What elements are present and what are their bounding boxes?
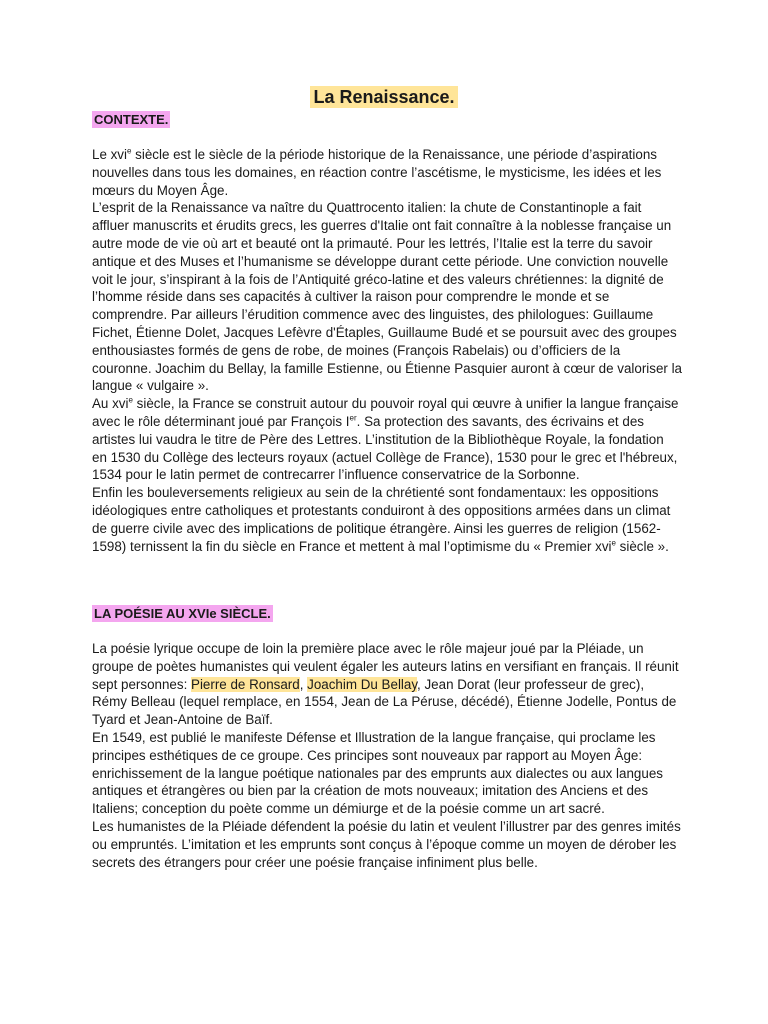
superscript: e xyxy=(126,146,132,156)
text-run: La poésie lyrique occupe de loin la première place avec le rôle majeur joué par la Pléiade, un groupe de poètes humanistes qui veulent égaler les auteurs latins en versifiant en français. Il réunit sept personnes: xyxy=(92,641,679,692)
paragraph: Les humanistes de la Pléiade défendent la poésie du latin et veulent l’illustrer par des genres imités ou empruntés. L’imitation et les emprunts sont conçus à l’époque comme un moyen de dérober les secrets des étrangers pour créer une poésie française infiniment plus belle. xyxy=(92,818,681,870)
text-run: , xyxy=(299,676,308,692)
text-run: siècle ». xyxy=(615,538,669,554)
text-run: Le xvi xyxy=(92,147,127,162)
highlight-du-bellay: Joachim Du Bellay xyxy=(307,676,418,692)
text-run: siècle, la France se construit autour du pouvoir royal qui œuvre à unifier la langue française avec le rôle déterminant joué par François I xyxy=(92,396,679,429)
document-title: La Renaissance. xyxy=(310,86,457,108)
paragraph: L’esprit de la Renaissance va naître du Quattrocento italien: la chute de Constantinople a fait affluer manuscrits et érudits grecs, les guerres d'Italie ont fait connaître à la noblesse française un autre mode de vie où art et beauté ont la primauté. Pour les lettrés, l’Italie est la terre du savoir antique et des Muses et l’humanisme se développe durant cette période. Une conviction nouvelle voit le jour, s’inspirant à la fois de l’Antiquité gréco-latine et des valeurs chrétiennes: la dignité de l’homme réside dans ses capacités à cultiver la raison pour comprendre le monde et se comprendre. Par ailleurs l’érudition commence avec des linguistes, des philologues: Guillaume Fichet, Étienne Dolet, Jacques Lefèvre d'Étaples, Guillaume Budé et se poursuit avec des groupes enthousiastes formés de gens de robe, de moines (François Rabelais) ou d’officiers de la couronne. Joachim du Bellay, la famille Estienne, ou Étienne Pasquier auront à cœur de valoriser la langue « vulgaire ». xyxy=(92,200,682,394)
text-run: . Sa protection des savants, des écrivains et des artistes lui vaudra le titre de Père des Lettres. L’institution de la Bibliothèque Royale, la fondation en 1530 du Collège des lecteurs royaux (actuel Collège de France), 1530 pour le grec et l'hébreux, 1534 pour le latin permet de contrecarrer l’influence conservatrice de la Sorbonne. xyxy=(92,413,678,483)
section-body-contexte xyxy=(92,146,682,555)
superscript: e xyxy=(611,538,616,548)
paragraph xyxy=(92,484,682,555)
superscript: e xyxy=(128,395,133,405)
paragraph: En 1549, est publié le manifeste Défense et Illustration de la langue française, qui proclame les principes esthétiques de ce groupe. Ces principes sont nouveaux par rapport au Moyen Âge: enrichissement de la langue poétique nationales par des emprunts aux dialectes ou aux langues antiques et étrangères ou bien par la création de mots nouveaux; imitation des Anciens et des Italiens; conception du poète comme un démiurge et de la poésie comme un art sacré. xyxy=(92,729,663,817)
paragraph xyxy=(92,395,682,484)
section-heading-contexte: CONTEXTE. xyxy=(94,112,169,127)
text-run: , Jean Dorat (leur professeur de grec), Rémy Belleau (lequel remplace, en 1554, Jean de La Péruse, décédé), Étienne Jodelle, Pontus de Tyard et Jean-Antoine de Baïf. xyxy=(92,676,677,728)
highlight-ronsard: Pierre de Ronsard xyxy=(191,676,300,692)
section-body-poesie xyxy=(92,640,682,871)
text-run: siècle est le siècle de la période historique de la Renaissance, une période d’aspirations nouvelles dans tous les domaines, en réaction contre l’ascétisme, le mysticisme, les idées et les mœurs du Moyen Âge. xyxy=(92,147,662,198)
text-run: Au xvi xyxy=(92,396,129,412)
paragraph xyxy=(92,146,682,199)
section-heading-poesie: LA POÉSIE AU XVIe SIÈCLE. xyxy=(94,606,271,621)
paragraph xyxy=(92,640,682,729)
title-container xyxy=(0,86,768,108)
superscript: er xyxy=(349,413,357,423)
text-run: Enfin les bouleversements religieux au sein de la chrétienté sont fondamentaux: les oppositions idéologiques entre catholiques et protestants conduiront à des oppositions armées dans un climat de guerre civile avec des implications de politique étrangère. Ainsi les guerres de religion (1562-1598) ternissent la fin du siècle en France et mettent à mal l’optimisme du « Premier xvi xyxy=(92,485,671,554)
